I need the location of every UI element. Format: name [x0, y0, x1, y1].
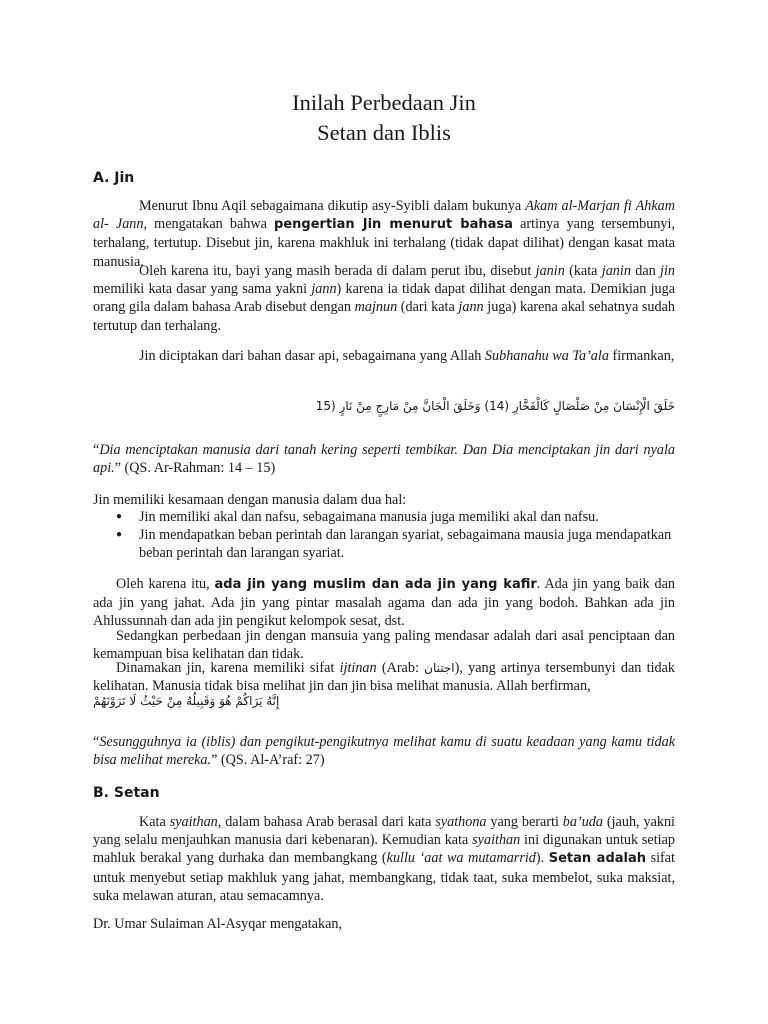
quote-al-araf: “Sesungguhnya ia (iblis) dan pengikut-pengikutnya melihat kamu di suatu keadaan yang kamu tidak bisa melihat mereka.” (QS. Al-A’raf: 27) — [93, 734, 675, 769]
paragraph-basic-difference: Sedangkan perbedaan jin dengan mansuia yang paling mendasar adalah dari asal penciptaan dan kemampuan bisa kelihatan dan tidak. — [93, 628, 675, 663]
paragraph-jin-definition: Menurut Ibnu Aqil sebagaimana dikutip asy-Syibli dalam bukunya Akam al-Marjan fi Ahkam al- Jann, mengatakan bahwa pengertian Jin menurut bahasa artinya yang tersembunyi, terhalang, tertutup. Disebut jin, karena makhluk ini terhalang (tidak dapat dilihat) dengan kasat mata manusia. — [93, 198, 675, 270]
similarity-list — [93, 508, 675, 563]
paragraph-ijtinan: Dinamakan jin, karena memiliki sifat ijtinan (Arab: اجتنان), yang artinya tersembunyi dan tidak kelihatan. Manusia tidak bisa melihat jin dan jin bisa melihat manusia. Allah berfirman, — [93, 660, 675, 695]
quote-ar-rahman: “Dia menciptakan manusia dari tanah kering seperti tembikar. Dan Dia menciptakan jin dari nyala api.” (QS. Ar-Rahman: 14 – 15) — [93, 442, 675, 477]
list-intro: Jin memiliki kesamaan dengan manusia dalam dua hal: — [93, 492, 407, 508]
paragraph-janin: Oleh karena itu, bayi yang masih berada di dalam perut ibu, disebut janin (kata janin dan jin memiliki kata dasar yang sama yakni jann) karena ia tidak dapat dilihat dengan mata. Demikian juga orang gila dalam bahasa Arab disebut dengan majnun (dari kata jann juga) karena akal sehatnya sudah tertutup dan terhalang. — [93, 263, 676, 334]
paragraph-syaithan: Kata syaithan, dalam bahasa Arab berasal dari kata syathona yang berarti ba’uda (jauh, yakni yang selalu menjauhkan manusia dari kebenaran). Kemudian kata syaithan ini digunakan untuk setiap mahluk berakal yang durhaka dan membangkang (kullu ‘aat wa mutamarrid). Setan adalah sifat untuk menyebut setiap makhluk yang jahat, membangkang, tidak taat, suka membelot, suka maksiat, suka melawan aturan, atau semacamnya. — [93, 814, 676, 904]
bullet-icon: ● — [116, 529, 123, 541]
title-line-1: Inilah Perbedaan Jin — [292, 90, 476, 115]
paragraph-al-asyqar: Dr. Umar Sulaiman Al-Asyqar mengatakan, — [93, 916, 343, 932]
section-heading-jin: A. Jin — [93, 170, 135, 186]
section-heading-setan: B. Setan — [93, 785, 160, 801]
list-item: ● Jin memiliki akal dan nafsu, sebagaimana manusia juga memiliki akal dan nafsu. — [116, 509, 599, 525]
paragraph-fire-origin: Jin diciptakan dari bahan dasar api, sebagaimana yang Allah Subhanahu wa Ta’ala firmankan, — [139, 348, 675, 364]
title-line-2: Setan dan Iblis — [317, 120, 451, 145]
document-title — [0, 88, 768, 148]
list-item: ● Jin mendapatkan beban perintah dan larangan syariat, sebagaimana mausia juga mendapatkan beban perintah dan larangan syariat. — [116, 527, 672, 562]
bullet-icon: ● — [116, 511, 123, 522]
arabic-verse-rahman: خَلَقَ الْإِنْسَانَ مِنْ صَلْصَالٍ كَالْفَخَّارِ (14) وَخَلَقَ الْجَانَّ مِنْ مَارِجٍ مِنْ نَارٍ (15 — [315, 399, 675, 413]
arabic-verse-araf: إِنَّهُ يَرَاكُمْ هُوَ وَقَبِيلُهُ مِنْ حَيْثُ لَا تَرَوْنَهُمْ — [93, 694, 280, 708]
paragraph-muslim-kafir-jin: Oleh karena itu, ada jin yang muslim dan ada jin yang kafir. Ada jin yang baik dan ada jin yang jahat. Ada jin yang pintar masalah agama dan ada jin yang bodoh. Bahkan ada jin Ahlussunnah dan ada jin pengikut kelompok sesat, dst. — [93, 576, 676, 630]
